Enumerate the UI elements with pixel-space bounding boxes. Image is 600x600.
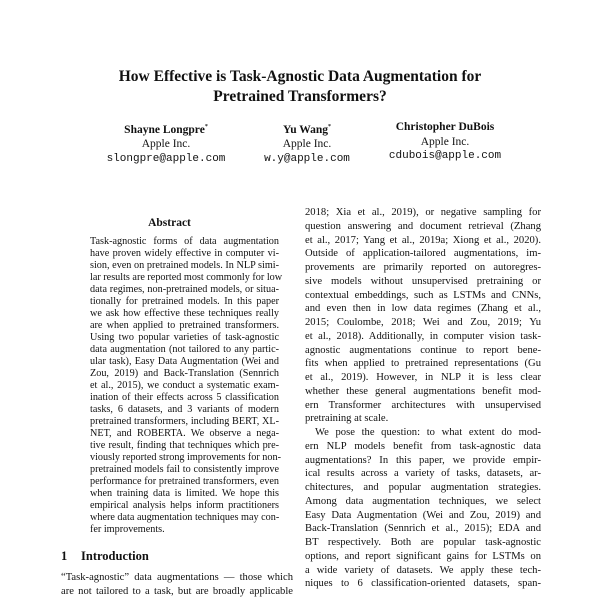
- text-line: niques to 6 classification-oriented datasets, span-: [305, 578, 541, 590]
- text-line: ern NLP models benefit from task-agnostic data: [305, 440, 541, 452]
- text-line: Outside of application-tailored augmentations, im-: [305, 248, 541, 260]
- author-email: slongpre@apple.com: [106, 152, 226, 165]
- text-line: “Task-agnostic” data augmentations — those which: [61, 572, 293, 583]
- right-column-body: [305, 206, 541, 591]
- text-line: Using two popular varieties of task-agnostic: [90, 332, 279, 343]
- author-affiliation: Apple Inc.: [282, 138, 332, 151]
- author-name-text: Yu Wang: [282, 123, 329, 136]
- text-line: chitectures, and popular augmentation strategies.: [305, 482, 541, 493]
- text-line: augmentations? In this paper, we provide empir-: [305, 454, 541, 466]
- text-line: et al., 2019). However, in NLP it is less clear: [305, 372, 541, 383]
- text-line: tive result, finding that techniques which pre-: [90, 440, 279, 451]
- text-line: have proven widely effective in computer vi-: [90, 248, 279, 259]
- text-line: are not tailored to a task, but are broadly applicable: [61, 585, 293, 597]
- text-line: a wide variety of datasets. We apply these tech-: [305, 564, 541, 576]
- abstract-heading: Abstract: [148, 217, 191, 229]
- text-line: provements are primarily reported on autoregres-: [305, 262, 541, 273]
- text-line: 2018; Xia et al., 2019), or negative sampling for: [305, 207, 541, 218]
- author-email: cdubois@apple.com: [388, 150, 502, 162]
- author-name-text: Christopher DuBois: [395, 121, 495, 133]
- text-line: fer improvements.: [90, 524, 165, 535]
- paper-title: [0, 67, 600, 107]
- author-name: [355, 120, 535, 135]
- text-line: question answering and document retrieval (Zhang: [305, 220, 541, 232]
- text-line: BT respectively. Both are popular task-agnostic: [305, 537, 541, 548]
- text-line: data augmentation (not tailored to any partic-: [90, 344, 279, 355]
- author-block: [355, 120, 535, 164]
- section-number: 1: [61, 549, 68, 563]
- text-line: when training data is limited. We hope this: [90, 488, 279, 499]
- text-line: are when applied to pretrained transformers.: [90, 320, 279, 331]
- text-line: Among data augmentation techniques, we select: [305, 495, 541, 507]
- text-line: tionally for pretrained models. In this paper: [90, 296, 279, 307]
- section-title: Introduction: [81, 549, 149, 563]
- text-line: whether these general augmentations benefit mod-: [305, 385, 541, 397]
- text-line: data regimes, non-pretrained models, or situa-: [90, 284, 279, 295]
- author-footnote-mark: *: [204, 124, 208, 130]
- text-line: 2015; Coulombe, 2018; Wei and Zou, 2019; Yu: [305, 317, 541, 328]
- text-line: et al., 2015), we conduct a systematic exam-: [90, 380, 279, 391]
- text-line: tasks, 6 datasets, and 3 variants of modern: [90, 404, 279, 415]
- text-line: et al., 2018). Additionally, in computer vision task-: [305, 330, 541, 342]
- abstract-body: [90, 236, 283, 536]
- text-line: we ask how effective these techniques really: [90, 308, 279, 319]
- intro-left-body: [61, 571, 293, 599]
- author-affiliation: Apple Inc.: [420, 135, 470, 148]
- text-line: Easy Data Augmentation (Wei and Zou, 2019) and: [305, 509, 541, 521]
- text-line: pretrained models fail to consistently improve: [90, 464, 279, 475]
- text-line: contextual embeddings, such as LSTMs and CNNs,: [305, 289, 541, 301]
- author-email: w.y@apple.com: [264, 152, 350, 165]
- text-line: Zou, 2019) and Back-Translation (Sennrich: [90, 368, 279, 379]
- title-line: Pretrained Transformers?: [213, 88, 387, 105]
- text-line: fits when applied to pretrained representations (Gu: [305, 358, 541, 370]
- text-line: agnostic augmentations continue to report bene-: [305, 344, 541, 356]
- text-line: pretrained transformers, including BERT, XL-: [90, 416, 279, 427]
- text-line: sion, even on pretrained models. In NLP simi-: [90, 260, 279, 271]
- text-line: ern Transformer architectures with unsupervised: [305, 399, 541, 411]
- author-affiliation: Apple Inc.: [141, 138, 191, 151]
- text-line: where data augmentation techniques may con-: [90, 512, 280, 523]
- text-line: performance for pretrained transformers, even: [90, 476, 279, 487]
- text-line: ical results across a variety of tasks, datasets, ar-: [305, 468, 541, 480]
- text-line: lar results are reported most commonly for low: [90, 272, 283, 283]
- author-footnote-mark: *: [328, 124, 332, 130]
- text-line: Task-agnostic forms of data augmentation: [90, 236, 279, 247]
- text-line: NET, and ROBERTA. We observe a nega-: [90, 428, 279, 439]
- text-line: ination of their effects across 5 classification: [90, 392, 279, 403]
- text-line: and even then in low data regimes (Zhang et al.,: [305, 303, 541, 315]
- text-line: options, and report significant gains for LSTMs on: [305, 550, 541, 562]
- text-line: Back-Translation (Sennrich et al., 2015); EDA and: [305, 523, 541, 535]
- text-line: et al., 2017; Yang et al., 2019a; Xiong et al., 2020).: [305, 234, 541, 246]
- text-line: empirical analysis helps inform practitioners: [90, 500, 279, 511]
- section-heading: [61, 549, 149, 564]
- text-line: pretraining at scale.: [305, 413, 389, 425]
- title-line: How Effective is Task-Agnostic Data Augmentation for: [118, 68, 482, 85]
- text-line: viously reported strong improvements for non-: [90, 452, 281, 463]
- text-line: We pose the question: to what extent do mod-: [315, 427, 541, 438]
- author-name-text: Shayne Longpre: [124, 123, 205, 136]
- text-line: ular task), Easy Data Augmentation (Wei and: [90, 356, 279, 367]
- text-line: sive models without unsupervised pretraining or: [305, 275, 541, 287]
